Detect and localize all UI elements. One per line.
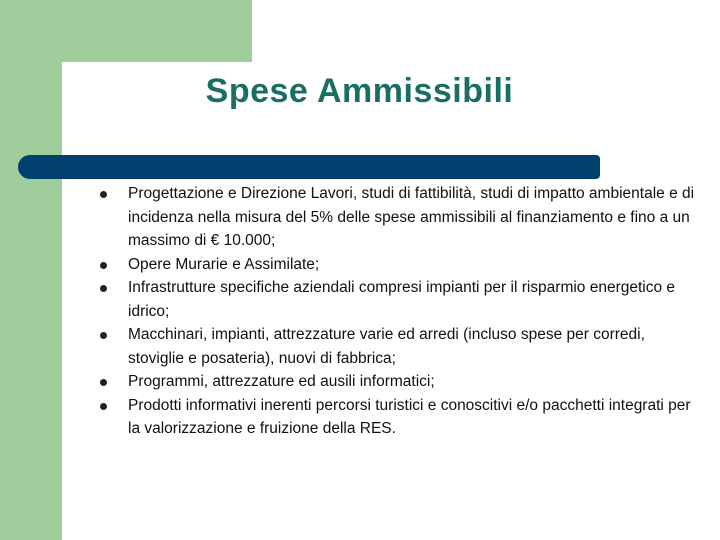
list-item — [100, 370, 700, 394]
slide-title: Spese Ammissibili — [205, 72, 514, 110]
list-item — [100, 323, 700, 370]
list-item — [100, 253, 700, 277]
list-item-text: Infrastrutture specifiche aziendali compresi impianti per il risparmio energetico e idrico; — [128, 279, 676, 320]
bullet-list — [100, 182, 700, 441]
title-divider-bar — [18, 155, 600, 179]
decor-green-left — [0, 0, 62, 540]
bullet-icon — [100, 285, 107, 292]
list-item-text: Opere Murarie e Assimilate; — [128, 255, 320, 273]
bullet-icon — [100, 403, 107, 410]
list-item — [100, 276, 700, 323]
list-item-text: Prodotti informativi inerenti percorsi turistici e conoscitivi e/o pacchetti integrati per la valorizzazione e fruizione della RES. — [128, 396, 691, 437]
list-item-text: Progettazione e Direzione Lavori, studi di fattibilità, studi di impatto ambientale e di incidenza nella misura del 5% delle spese ammissibili al finanziamento e fino a un massimo di € 10.000; — [128, 185, 695, 249]
bullet-icon — [100, 379, 107, 386]
list-item-text: Macchinari, impianti, attrezzature varie ed arredi (incluso spese per corredi, stoviglie e posateria), nuovi di fabbrica; — [128, 326, 645, 367]
list-item — [100, 394, 700, 441]
list-item-text: Programmi, attrezzature ed ausili informatici; — [128, 373, 435, 390]
bullet-icon — [100, 262, 107, 269]
list-item — [100, 182, 700, 253]
bullet-icon — [100, 332, 107, 339]
bullet-icon — [100, 191, 107, 198]
